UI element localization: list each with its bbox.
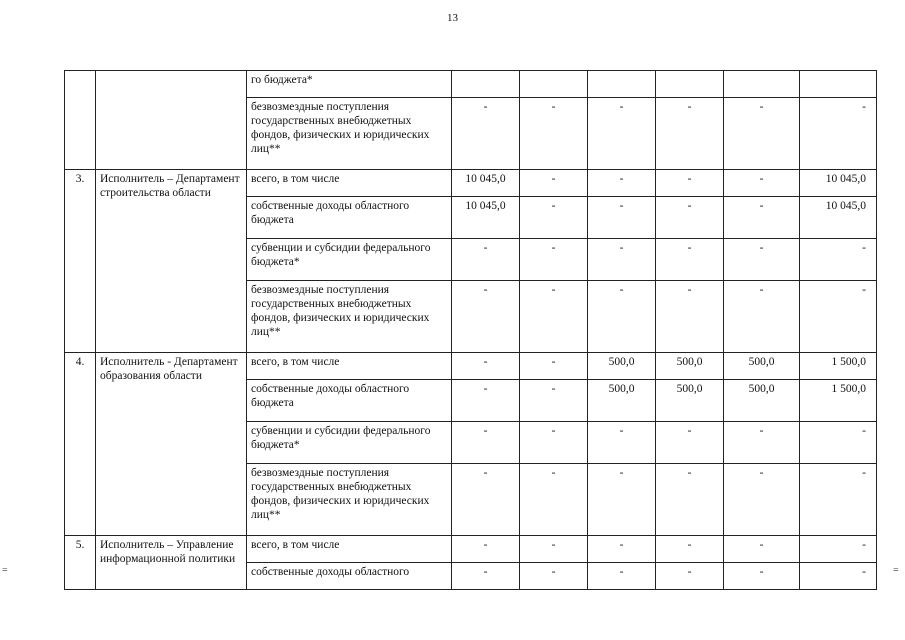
year-value-cell: -	[724, 170, 800, 197]
total-value-cell: 1 500,0	[800, 353, 877, 380]
funding-source-cell: безвозмездные поступления государственных внебюджетных фондов, физических и юридических лиц**	[247, 98, 452, 170]
year-value-cell: -	[588, 281, 656, 353]
total-value-cell: -	[800, 239, 877, 281]
total-value-cell: 10 045,0	[800, 197, 877, 239]
year-value-cell: -	[724, 422, 800, 464]
year-value-cell: -	[724, 563, 800, 590]
year-value-cell: -	[656, 281, 724, 353]
year-value-cell: -	[520, 380, 588, 422]
year-value-cell: -	[452, 464, 520, 536]
year-value-cell: -	[452, 239, 520, 281]
page-number: 13	[447, 12, 458, 24]
year-value-cell: -	[724, 536, 800, 563]
executor-cell: Исполнитель – Управление информационной политики	[96, 536, 247, 590]
total-value-cell: -	[800, 464, 877, 536]
year-value-cell: -	[452, 281, 520, 353]
year-value-cell: -	[588, 170, 656, 197]
total-value-cell: -	[800, 422, 877, 464]
year-value-cell: -	[656, 170, 724, 197]
total-value-cell: 10 045,0	[800, 170, 877, 197]
year-value-cell: -	[656, 239, 724, 281]
margin-mark-left: =	[2, 565, 8, 576]
table-row	[65, 353, 877, 380]
funding-source-cell: субвенции и субсидии федерального бюджета*	[247, 239, 452, 281]
year-value-cell: -	[520, 563, 588, 590]
executor-cell	[96, 71, 247, 170]
year-value-cell: -	[520, 464, 588, 536]
year-value-cell: 500,0	[588, 353, 656, 380]
year-value-cell: -	[656, 464, 724, 536]
funding-source-cell: безвозмездные поступления государственных внебюджетных фондов, физических и юридических лиц**	[247, 464, 452, 536]
year-value-cell: -	[724, 239, 800, 281]
year-value-cell	[520, 71, 588, 98]
year-value-cell: -	[588, 197, 656, 239]
year-value-cell	[588, 71, 656, 98]
budget-table-body	[65, 71, 877, 590]
funding-source-cell: собственные доходы областного бюджета	[247, 380, 452, 422]
year-value-cell: -	[588, 422, 656, 464]
year-value-cell: 500,0	[724, 353, 800, 380]
row-number	[65, 71, 96, 170]
funding-source-cell: всего, в том числе	[247, 353, 452, 380]
total-value-cell: -	[800, 536, 877, 563]
year-value-cell: -	[588, 536, 656, 563]
funding-source-cell: всего, в том числе	[247, 170, 452, 197]
year-value-cell: -	[452, 353, 520, 380]
year-value-cell: -	[452, 536, 520, 563]
funding-source-cell: всего, в том числе	[247, 536, 452, 563]
table-row	[65, 170, 877, 197]
table-row	[65, 536, 877, 563]
year-value-cell: -	[452, 563, 520, 590]
year-value-cell: -	[656, 563, 724, 590]
year-value-cell: 10 045,0	[452, 170, 520, 197]
year-value-cell: -	[520, 422, 588, 464]
executor-cell: Исполнитель - Департамент образования области	[96, 353, 247, 536]
year-value-cell: -	[520, 281, 588, 353]
year-value-cell: -	[452, 98, 520, 170]
margin-mark-right: =	[893, 565, 899, 576]
year-value-cell: -	[520, 353, 588, 380]
year-value-cell: -	[452, 422, 520, 464]
year-value-cell: -	[520, 239, 588, 281]
year-value-cell: -	[724, 197, 800, 239]
year-value-cell: -	[520, 170, 588, 197]
year-value-cell: 500,0	[656, 380, 724, 422]
year-value-cell	[656, 71, 724, 98]
year-value-cell: 500,0	[656, 353, 724, 380]
funding-source-cell: го бюджета*	[247, 71, 452, 98]
year-value-cell: -	[724, 98, 800, 170]
year-value-cell: -	[588, 98, 656, 170]
year-value-cell	[724, 71, 800, 98]
row-number: 5.	[65, 536, 96, 590]
year-value-cell: -	[724, 281, 800, 353]
row-number: 4.	[65, 353, 96, 536]
total-value-cell: 1 500,0	[800, 380, 877, 422]
funding-source-cell: собственные доходы областного	[247, 563, 452, 590]
total-value-cell: -	[800, 563, 877, 590]
funding-source-cell: собственные доходы областного бюджета	[247, 197, 452, 239]
year-value-cell: -	[656, 98, 724, 170]
year-value-cell: -	[588, 464, 656, 536]
year-value-cell: -	[656, 197, 724, 239]
year-value-cell: 10 045,0	[452, 197, 520, 239]
total-value-cell: -	[800, 98, 877, 170]
year-value-cell: -	[588, 563, 656, 590]
row-number: 3.	[65, 170, 96, 353]
year-value-cell: -	[656, 422, 724, 464]
year-value-cell: -	[520, 536, 588, 563]
year-value-cell: -	[520, 98, 588, 170]
funding-source-cell: субвенции и субсидии федерального бюджета*	[247, 422, 452, 464]
year-value-cell: -	[588, 239, 656, 281]
total-value-cell: -	[800, 281, 877, 353]
year-value-cell: -	[520, 197, 588, 239]
year-value-cell: 500,0	[724, 380, 800, 422]
year-value-cell	[452, 71, 520, 98]
budget-table	[64, 70, 877, 590]
total-value-cell	[800, 71, 877, 98]
executor-cell: Исполнитель – Департамент строительства области	[96, 170, 247, 353]
year-value-cell: -	[656, 536, 724, 563]
year-value-cell: -	[452, 380, 520, 422]
year-value-cell: -	[724, 464, 800, 536]
table-row	[65, 71, 877, 98]
year-value-cell: 500,0	[588, 380, 656, 422]
funding-source-cell: безвозмездные поступления государственных внебюджетных фондов, физических и юридических лиц**	[247, 281, 452, 353]
